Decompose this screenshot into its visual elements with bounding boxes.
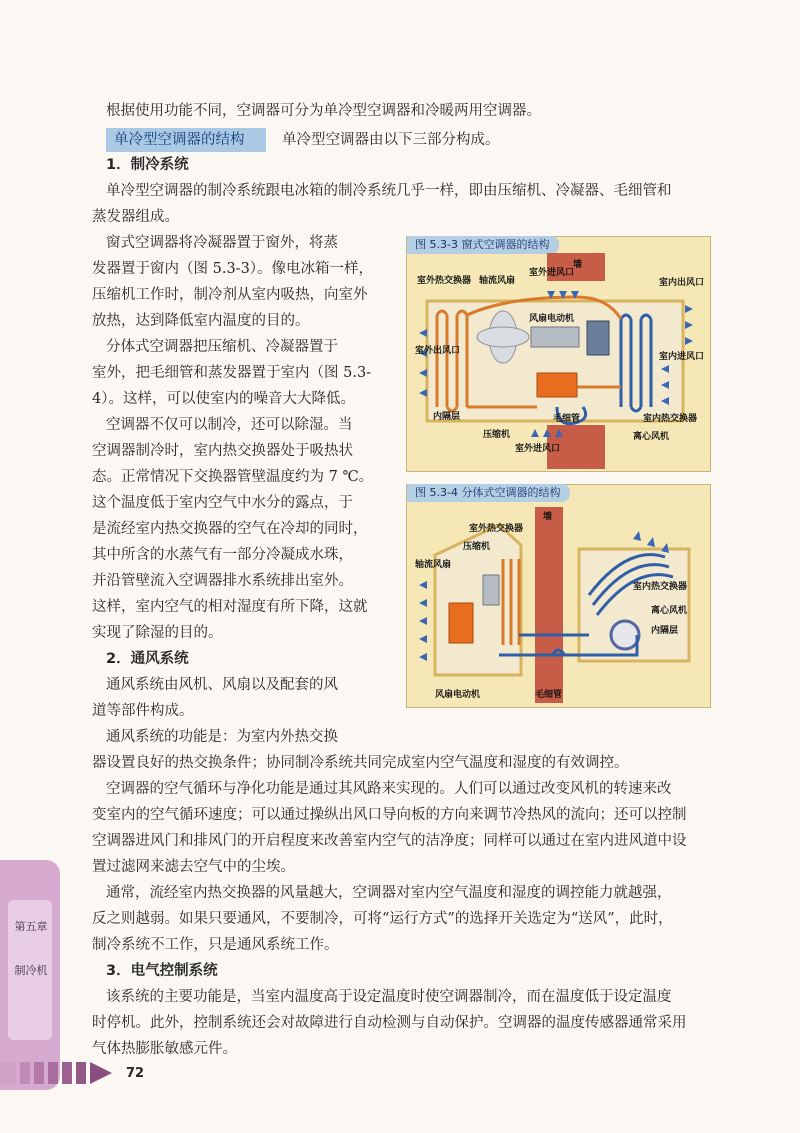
- paragraph-line: 变室内的空气循环速度；可以通过操纵出风口导向板的方向来调节冷热风的流向；还可以控制: [92, 807, 687, 823]
- centrifugal-fan: [611, 621, 639, 649]
- label-capillary: 毛细管: [553, 414, 581, 424]
- label-outdoor-hx: 室外热交换器: [417, 276, 472, 286]
- figure-split-ac: [406, 484, 711, 708]
- paragraph-line: 压缩机工作时，制冷剂从室内吸热，向室外: [92, 287, 368, 303]
- paragraph-line: 制冷系统不工作，只是通风系统工作。: [92, 937, 339, 953]
- compressor: [537, 373, 577, 397]
- paragraph-line: 放热，达到降低室内温度的目的。: [92, 313, 310, 329]
- axial-fan: [449, 603, 473, 643]
- label-outdoor-hx: 室外热交换器: [469, 524, 524, 534]
- figure-caption: 图 5.3-4 分体式空调器的结构: [407, 484, 570, 502]
- label-axial-fan: 轴流风扇: [415, 560, 452, 570]
- figure-window-ac: [406, 236, 711, 472]
- label-compressor: 压缩机: [463, 542, 491, 552]
- section-title: 单冷型空调器的结构: [114, 132, 245, 148]
- label-compressor: 压缩机: [483, 430, 511, 440]
- paragraph-line: 窗式空调器将冷凝器置于窗外，将蒸: [106, 235, 338, 251]
- label-partition: 内隔层: [433, 412, 461, 422]
- paragraph-line: 通风系统由风机、风扇以及配套的风: [106, 677, 338, 693]
- window-ac-diagram: [407, 237, 710, 471]
- paragraph-line: 是流经室内热交换器的空气在冷却的同时，: [92, 521, 368, 537]
- paragraph-line: 分体式空调器把压缩机、冷凝器置于: [106, 339, 338, 355]
- paragraph-line: 并沿管壁流入空调器排水系统排出室外。: [92, 573, 353, 589]
- paragraph-line: 单冷型空调器的制冷系统跟电冰箱的制冷系统几乎一样，即由压缩机、冷凝器、毛细管和: [106, 183, 672, 199]
- label-indoor-hx: 室内热交换器: [643, 414, 698, 424]
- paragraph-line: 蒸发器组成。: [92, 209, 179, 225]
- label-indoor-inlet: 室内进风口: [659, 352, 705, 362]
- fan-motor: [531, 327, 579, 347]
- paragraph-line: 4）。这样，可以使室内的噪音大大降低。: [92, 391, 355, 407]
- paragraph-line: 置过滤网来滤去空气中的尘埃。: [92, 859, 295, 875]
- label-outdoor-inlet-bottom: 室外进风口: [515, 444, 561, 454]
- paragraph-line: 气体热膨胀敏感元件。: [92, 1041, 237, 1057]
- paragraph-line: 通风系统的功能是：为室内外热交换: [106, 729, 338, 745]
- label-centrifugal-fan: 离心风机: [651, 606, 688, 616]
- paragraph-line: 发器置于窗内（图 5.3-3）。像电冰箱一样，: [92, 261, 374, 277]
- label-fan-motor: 风扇电动机: [435, 690, 481, 700]
- heading-refrigeration: 1．制冷系统: [106, 157, 189, 173]
- compressor: [483, 575, 499, 605]
- paragraph-line: 其中所含的水蒸气有一部分冷凝成水珠，: [92, 547, 353, 563]
- paragraph-line: 这个温度低于室内空气中水分的露点，于: [92, 495, 353, 511]
- paragraph-line: 空调器不仅可以制冷，还可以除湿。当: [106, 417, 353, 433]
- heading-electrical-control: 3．电气控制系统: [106, 963, 218, 979]
- axial-fan-blade: [477, 327, 529, 347]
- paragraph-line: 时停机。此外，控制系统还会对故障进行自动检测与自动保护。空调器的温度传感器通常采用: [92, 1015, 687, 1031]
- label-centrifugal-fan: 离心风机: [633, 432, 670, 442]
- paragraph-line: 器设置良好的热交换条件；协同制冷系统共同完成室内空气温度和湿度的有效调控。: [92, 755, 629, 771]
- chapter-title: 制冷机: [14, 964, 48, 977]
- section-lead: 单冷型空调器由以下三部分构成。: [282, 132, 500, 148]
- paragraph-line: 通常，流经室内热交换器的风量越大，空调器对室内空气温度和湿度的调控能力就越强，: [106, 885, 672, 901]
- intro-text: 根据使用功能不同，空调器可分为单冷型空调器和冷暖两用空调器。: [106, 103, 541, 119]
- paragraph-line: 室外，把毛细管和蒸发器置于室内（图 5.3-: [92, 365, 372, 381]
- label-outdoor-outlet: 室外出风口: [415, 346, 461, 356]
- figure-caption: 图 5.3-3 窗式空调器的结构: [407, 236, 559, 254]
- split-ac-diagram: [407, 485, 710, 707]
- label-capillary: 毛细管: [535, 690, 563, 700]
- wall-block: [535, 507, 563, 703]
- label-axial-fan: 轴流风扇: [479, 276, 516, 286]
- paragraph-line: 空调器进风门和排风门的开启程度来改善室内空气的洁净度；同样可以通过在室内进风道中设: [92, 833, 687, 849]
- heading-ventilation: 2．通风系统: [106, 651, 189, 667]
- centrifugal-fan: [587, 321, 609, 355]
- paragraph-line: 态。正常情况下交换器管壁温度约为 7 ℃。: [92, 469, 374, 485]
- paragraph-line: 反之则越弱。如果只要通风，不要制冷，可将“运行方式”的选择开关选定为“送风”，此时，: [92, 911, 673, 927]
- paragraph-line: 道等部件构成。: [92, 703, 194, 719]
- page-number: 72: [126, 1066, 145, 1081]
- label-fan-motor: 风扇电动机: [529, 314, 575, 324]
- label-indoor-hx: 室内热交换器: [633, 582, 688, 592]
- paragraph-line: 空调器的空气循环与净化功能是通过其风路来实现的。人们可以通过改变风机的转速来改: [106, 781, 672, 797]
- paragraph-line: 这样，室内空气的相对湿度有所下降，这就: [92, 599, 368, 615]
- label-indoor-outlet: 室内出风口: [659, 278, 705, 288]
- label-wall: 墙: [573, 260, 583, 270]
- chapter-number: 第五章: [14, 920, 48, 933]
- chapter-tab: [0, 860, 60, 1090]
- label-partition: 内隔层: [651, 626, 679, 636]
- paragraph-line: 空调器制冷时，室内热交换器处于吸热状: [92, 443, 353, 459]
- paragraph-line: 该系统的主要功能是，当室内温度高于设定温度时使空调器制冷，而在温度低于设定温度: [106, 989, 672, 1005]
- label-wall: 墙: [543, 512, 553, 522]
- paragraph-line: 实现了除湿的目的。: [92, 625, 223, 641]
- label-outdoor-inlet: 室外进风口: [529, 268, 575, 278]
- page-arrow-decoration: [0, 1058, 120, 1088]
